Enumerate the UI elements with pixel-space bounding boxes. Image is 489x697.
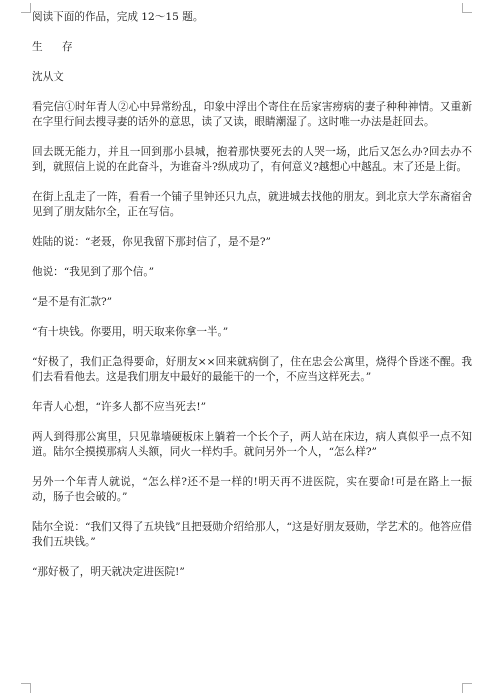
- paragraph: 另外一个年青人就说，“怎么样?还不是一样的!明天再不进医院，实在要命!可是在路上一振动，肠子也会破的。”: [32, 476, 472, 503]
- paragraph: “那好极了，明天就决定进医院!”: [32, 566, 185, 578]
- page-corner-mark: [462, 683, 472, 693]
- paragraph: 年青人心想，“许多人都不应当死去!”: [32, 401, 206, 413]
- paragraph: 两人到得那公寓里，只见靠墙硬板床上躺着一个长个子，两人站在床边，病人真似乎一点不知道。陆尔全摸摸那病人头额，同火一样灼手。就问另外一个人，“怎么样?”: [32, 431, 472, 458]
- article-title: 生 存: [32, 41, 81, 53]
- paragraph: 陆尔全说：“我们又得了五块钱”且把聂勋介绍给那人，“这是好朋友聂勋，学艺术的。他答应借我们五块钱。”: [32, 521, 472, 548]
- paragraph: 回去既无能力，并且一回到那小县城，抱着那快要死去的人哭一场，此后又怎么办?回去办不到，就照信上说的在此奋斗，为谁奋斗?纵成功了，有何意义?越想心中越乱。末了还是上街。: [32, 146, 472, 173]
- page-corner-mark: [21, 3, 31, 13]
- paragraph: 他说：“我见到了那个信。”: [32, 266, 155, 278]
- reading-instruction: 阅读下面的作品，完成 12～15 题。: [32, 11, 204, 23]
- paragraph: 看完信①时年青人②心中异常纷乱，印象中浮出个寄住在岳家害痨病的妻子种种神情。又重新在字里行间去搜寻妻的话外的意思，读了又读，眼睛潮湿了。这时唯一办法是赶回去。: [32, 101, 472, 128]
- article-author: 沈从文: [32, 71, 64, 83]
- page-corner-mark: [21, 683, 31, 693]
- document-body: [32, 10, 472, 580]
- paragraph: 姓陆的说：“老聂，你见我留下那封信了，是不是?”: [32, 236, 271, 248]
- paragraph: “好极了，我们正急得要命，好朋友××回来就病倒了，住在忠会公寓里，烧得个昏迷不醒。我们去看看他去。这是我们朋友中最好的最能干的一个，不应当这样死去。”: [32, 356, 472, 383]
- paragraph: “有十块钱。你要用，明天取来你拿一半。”: [32, 326, 229, 338]
- paragraph: 在街上乱走了一阵，看看一个铺子里钟还只九点，就进城去找他的朋友。到北京大学东斋宿舍见到了朋友陆尔全，正在写信。: [32, 191, 472, 218]
- paragraph: “是不是有汇款?”: [32, 296, 113, 308]
